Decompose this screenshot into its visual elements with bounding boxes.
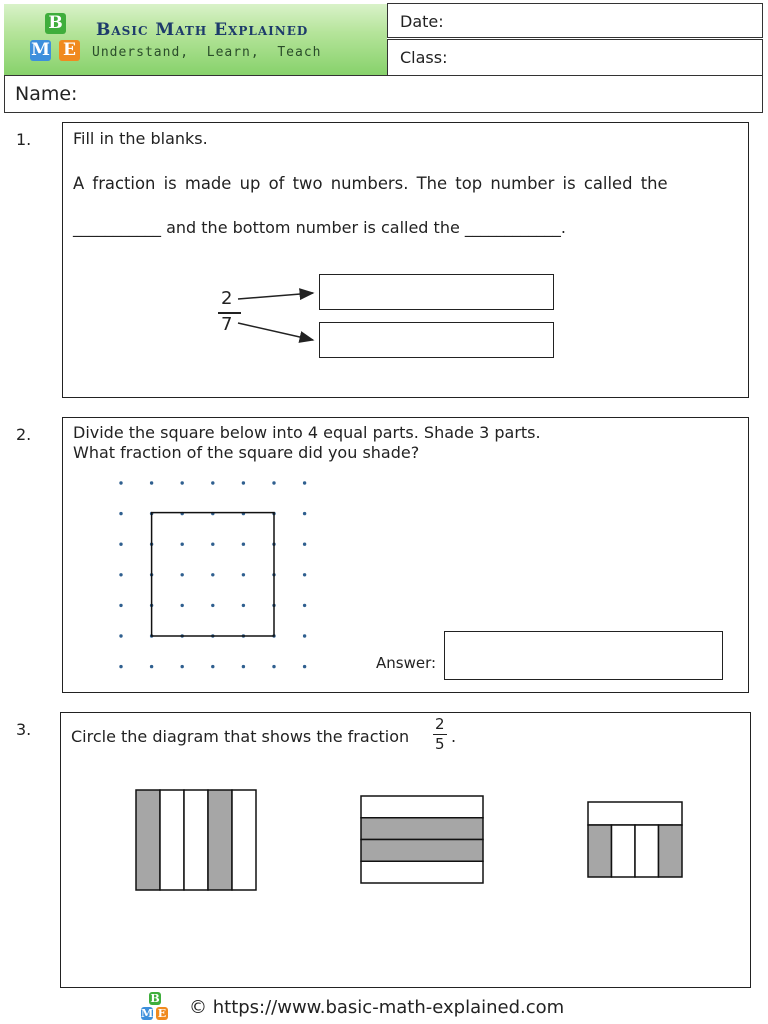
question-3-number: 3. — [16, 720, 32, 739]
arrow-to-denominator-box — [238, 323, 313, 340]
question-3-box — [60, 712, 751, 988]
denominator-answer-box[interactable] — [319, 322, 554, 358]
q3-fraction-numerator: 2 — [435, 715, 445, 733]
grid-dot — [150, 481, 153, 484]
grid-dot — [303, 573, 306, 576]
logo-banner — [4, 4, 387, 76]
grid-dot — [119, 634, 122, 637]
shaded-part — [588, 825, 612, 877]
question-2-box — [62, 417, 749, 693]
grid-dot — [119, 543, 122, 546]
unshaded-part — [612, 825, 636, 877]
shaded-part — [361, 818, 483, 840]
grid-dot — [181, 604, 184, 607]
q2-instruction-line-2: What fraction of the square did you shade? — [73, 443, 420, 462]
question-1-box — [62, 122, 749, 398]
unshaded-part — [588, 802, 682, 825]
q3-period: . — [451, 727, 457, 746]
grid-dot — [211, 481, 214, 484]
unshaded-part — [184, 790, 208, 890]
grid-dot — [150, 665, 153, 668]
footer-logo — [140, 992, 172, 1024]
diagram-c-mixed[interactable] — [586, 800, 684, 879]
q2-instruction-line-1: Divide the square below into 4 equal parts. Shade 3 parts. — [73, 423, 541, 442]
q1-fraction-denominator: 7 — [221, 314, 233, 335]
grid-dot — [303, 604, 306, 607]
grid-dot — [181, 573, 184, 576]
q3-instruction: Circle the diagram that shows the fraction — [71, 727, 410, 746]
grid-dot — [211, 665, 214, 668]
grid-dot — [303, 512, 306, 515]
grid-dot — [181, 665, 184, 668]
grid-dot — [272, 665, 275, 668]
name-field[interactable] — [4, 75, 763, 113]
question-2-number: 2. — [16, 425, 32, 444]
class-label: Class: — [400, 48, 448, 67]
grid-dot — [303, 481, 306, 484]
shaded-part — [361, 840, 483, 862]
grid-dot — [181, 543, 184, 546]
class-field[interactable] — [387, 39, 763, 76]
grid-dot — [211, 604, 214, 607]
numerator-answer-box[interactable] — [319, 274, 554, 310]
grid-dot — [242, 481, 245, 484]
logo-title: Basic Math Explained — [96, 20, 309, 40]
grid-dot — [303, 665, 306, 668]
q1-fraction-numerator: 2 — [221, 288, 233, 309]
shaded-part — [136, 790, 160, 890]
grid-dot — [242, 573, 245, 576]
q1-instruction: Fill in the blanks. — [73, 129, 208, 148]
q1-sentence-line-2: ___________ and the bottom number is called the ____________. — [73, 218, 566, 237]
grid-dot — [272, 481, 275, 484]
q3-fraction-denominator: 5 — [435, 735, 445, 753]
grid-dot — [119, 481, 122, 484]
q1-sentence-line-1: A fraction is made up of two numbers. The top number is called the — [73, 174, 668, 193]
logo-block-m: M — [31, 40, 50, 60]
footer-logo-b: B — [150, 992, 160, 1005]
grid-dot — [242, 665, 245, 668]
arrow-to-numerator-box — [238, 293, 313, 299]
grid-dot — [119, 512, 122, 515]
date-label: Date: — [400, 12, 444, 31]
question-1-number: 1. — [16, 130, 32, 149]
footer-logo-e: E — [157, 1007, 167, 1020]
unshaded-part — [160, 790, 184, 890]
date-field[interactable] — [387, 3, 763, 38]
grid-dot — [211, 573, 214, 576]
dot-grid[interactable] — [103, 473, 323, 678]
q2-answer-box[interactable] — [444, 631, 723, 680]
grid-dot — [242, 543, 245, 546]
name-label: Name: — [15, 83, 78, 105]
grid-dot — [181, 481, 184, 484]
grid-dot — [119, 604, 122, 607]
unshaded-part — [361, 861, 483, 883]
grid-dot — [119, 573, 122, 576]
grid-dot — [119, 665, 122, 668]
grid-dot — [242, 604, 245, 607]
logo-block-e: E — [59, 40, 80, 61]
unshaded-part — [361, 796, 483, 818]
shaded-part — [659, 825, 683, 877]
footer-logo-m: M — [141, 1007, 154, 1020]
grid-dot — [303, 634, 306, 637]
q2-answer-label: Answer: — [376, 654, 437, 672]
logo-subtitle: Understand, Learn, Teach — [92, 45, 322, 60]
unshaded-part — [635, 825, 659, 877]
logo-block-b: B — [45, 13, 66, 34]
diagram-a-fifths-columns[interactable] — [134, 788, 258, 892]
footer-copyright[interactable]: © https://www.basic-math-explained.com — [189, 997, 565, 1018]
shaded-part — [208, 790, 232, 890]
grid-dot — [211, 543, 214, 546]
grid-dot — [303, 543, 306, 546]
diagram-b-quarters-rows[interactable] — [359, 794, 485, 885]
unshaded-part — [232, 790, 256, 890]
